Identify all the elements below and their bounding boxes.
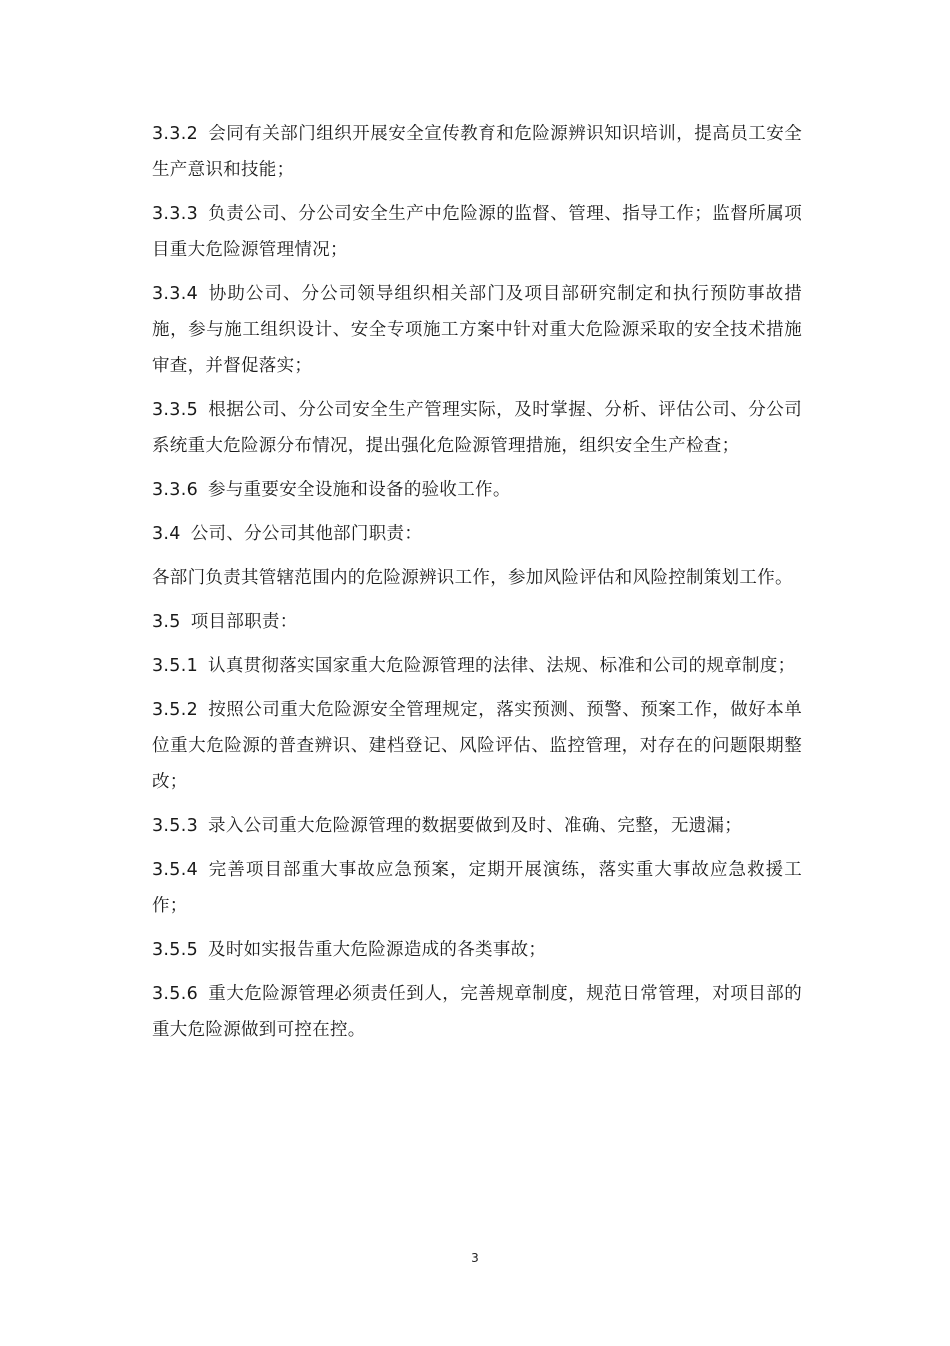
paragraph-text: 项目部职责： (190, 612, 298, 632)
paragraph-text: 按照公司重大危险源安全管理规定，落实预测、预警、预案工作，做好本单位重大危险源的普查辨识、建档登记、风险评估、监控管理，对存在的问题限期整改； (152, 700, 802, 792)
section-number: 3.3.6 (152, 480, 199, 500)
paragraph-3-5-3 (152, 808, 802, 844)
section-number: 3.4 (152, 524, 181, 544)
section-number: 3.3.4 (152, 284, 199, 304)
paragraph-text: 会同有关部门组织开展安全宣传教育和危险源辨识知识培训，提高员工安全生产意识和技能； (152, 124, 802, 180)
paragraph-3-3-4 (152, 276, 802, 384)
paragraph-3-3-6 (152, 472, 802, 508)
paragraph-3-5-6 (152, 976, 802, 1048)
paragraph-text: 根据公司、分公司安全生产管理实际，及时掌握、分析、评估公司、分公司系统重大危险源分布情况，提出强化危险源管理措施，组织安全生产检查； (152, 400, 802, 456)
paragraph-text: 协助公司、分公司领导组织相关部门及项目部研究制定和执行预防事故措施，参与施工组织设计、安全专项施工方案中针对重大危险源采取的安全技术措施审查，并督促落实； (152, 284, 802, 376)
paragraph-3-5-1 (152, 648, 802, 684)
document-body (152, 116, 802, 1056)
section-number: 3.3.3 (152, 204, 199, 224)
paragraph-other-departments (152, 560, 802, 596)
paragraph-text: 各部门负责其管辖范围内的危险源辨识工作，参加风险评估和风险控制策划工作。 (152, 568, 793, 588)
paragraph-text: 公司、分公司其他部门职责： (190, 524, 423, 544)
section-number: 3.3.5 (152, 400, 199, 420)
section-number: 3.5.5 (152, 940, 199, 960)
paragraph-text: 认真贯彻落实国家重大危险源管理的法律、法规、标准和公司的规章制度； (208, 656, 796, 676)
paragraph-3-5-5 (152, 932, 802, 968)
section-number: 3.5.6 (152, 984, 199, 1004)
section-number: 3.5 (152, 612, 181, 632)
paragraph-3-3-3 (152, 196, 802, 268)
section-number: 3.5.3 (152, 816, 199, 836)
paragraph-3-5-2 (152, 692, 802, 800)
paragraph-3-3-2 (152, 116, 802, 188)
paragraph-text: 完善项目部重大事故应急预案，定期开展演练，落实重大事故应急救援工作； (152, 860, 802, 916)
section-number: 3.5.1 (152, 656, 199, 676)
paragraph-text: 重大危险源管理必须责任到人，完善规章制度，规范日常管理，对项目部的重大危险源做到可控在控。 (152, 984, 802, 1040)
section-number: 3.3.2 (152, 124, 199, 144)
paragraph-text: 及时如实报告重大危险源造成的各类事故； (208, 940, 547, 960)
paragraph-3-5-4 (152, 852, 802, 924)
paragraph-3-5 (152, 604, 802, 640)
paragraph-text: 录入公司重大危险源管理的数据要做到及时、准确、完整，无遗漏； (208, 816, 743, 836)
paragraph-3-4 (152, 516, 802, 552)
page-number: 3 (471, 1251, 479, 1265)
paragraph-3-3-5 (152, 392, 802, 464)
section-number: 3.5.4 (152, 860, 199, 880)
section-number: 3.5.2 (152, 700, 199, 720)
paragraph-text: 负责公司、分公司安全生产中危险源的监督、管理、指导工作；监督所属项目重大危险源管理情况； (152, 204, 802, 260)
paragraph-text: 参与重要安全设施和设备的验收工作。 (208, 480, 511, 500)
